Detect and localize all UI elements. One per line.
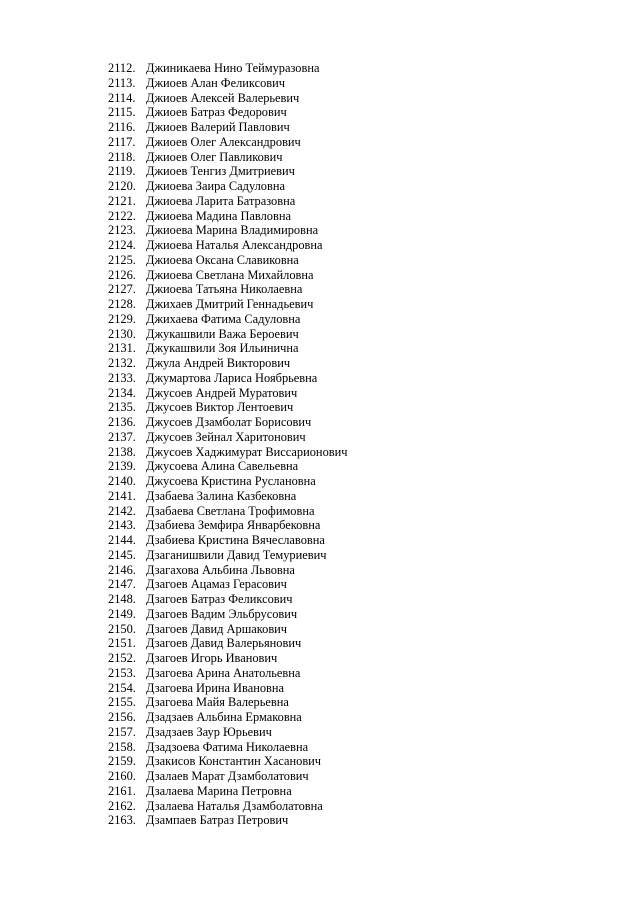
entry-full-name: Джиоева Татьяна Николаевна — [146, 282, 303, 297]
list-item — [108, 459, 347, 474]
entry-number: 2154. — [108, 680, 136, 695]
entry-number: 2127. — [108, 282, 136, 297]
entry-number: 2155. — [108, 695, 136, 710]
list-item — [108, 607, 347, 622]
entry-number: 2151. — [108, 636, 136, 651]
entry-full-name: Джиоева Ларита Батразовна — [146, 193, 296, 208]
entry-full-name: Джиоева Оксана Славиковна — [146, 252, 299, 267]
list-item — [108, 209, 347, 224]
entry-full-name: Дзалаева Наталья Дзамболатовна — [146, 798, 323, 813]
entry-number: 2144. — [108, 533, 136, 547]
entry-full-name: Джусоева Алина Савельевна — [146, 459, 299, 474]
entry-full-name: Джиоева Наталья Александровна — [146, 238, 323, 252]
entry-full-name: Джихаев Дмитрий Геннадьевич — [146, 297, 314, 311]
entry-full-name: Дзагоев Ацамаз Герасович — [146, 577, 287, 592]
list-item — [108, 740, 347, 755]
entry-full-name: Дзагоева Арина Анатольевна — [146, 665, 301, 680]
list-item — [108, 120, 347, 135]
entry-full-name: Дзагоев Вадим Эльбрусович — [146, 606, 298, 621]
list-item — [108, 194, 347, 209]
list-item — [108, 754, 347, 769]
entry-full-name: Дзабаева Залина Казбековна — [146, 488, 297, 503]
entry-number: 2162. — [108, 798, 136, 813]
list-item — [108, 253, 347, 268]
entry-full-name: Джиоев Алан Феликсович — [146, 75, 286, 90]
entry-full-name: Джусоев Андрей Муратович — [146, 385, 298, 400]
entry-number: 2134. — [108, 385, 136, 400]
list-item — [108, 577, 347, 592]
entry-full-name: Дзабиева Кристина Вячеславовна — [146, 533, 325, 547]
entry-full-name: Джиоева Заира Садуловна — [146, 179, 285, 193]
entry-number: 2123. — [108, 223, 136, 238]
entry-number: 2149. — [108, 606, 136, 621]
entry-number: 2115. — [108, 105, 136, 120]
list-item — [108, 356, 347, 371]
entry-number: 2121. — [108, 193, 136, 208]
entry-full-name: Джукашвили Зоя Ильинична — [146, 341, 299, 356]
entry-full-name: Дзакисов Константин Хасанович — [146, 754, 322, 769]
entry-full-name: Джусоев Виктор Лентоевич — [146, 400, 294, 415]
entry-full-name: Дзампаев Батраз Петрович — [146, 813, 289, 828]
entry-full-name: Джусоев Хаджимурат Виссарионович — [146, 444, 348, 459]
entry-number: 2118. — [108, 149, 136, 164]
list-item — [108, 725, 347, 740]
entry-full-name: Джусоев Дзамболат Борисович — [146, 415, 312, 429]
entry-number: 2139. — [108, 459, 136, 474]
entry-number: 2147. — [108, 577, 136, 592]
list-item — [108, 386, 347, 401]
entry-number: 2137. — [108, 429, 136, 444]
list-item — [108, 681, 347, 696]
list-item — [108, 61, 347, 76]
entry-full-name: Джиоев Алексей Валерьевич — [146, 90, 300, 105]
entry-number: 2119. — [108, 164, 136, 179]
entry-full-name: Дзаганишвили Давид Темуриевич — [146, 547, 327, 562]
entry-full-name: Дзабаева Светлана Трофимовна — [146, 503, 315, 518]
entry-number: 2124. — [108, 238, 136, 252]
list-item — [108, 150, 347, 165]
entry-number: 2142. — [108, 503, 136, 518]
entry-number: 2114. — [108, 90, 136, 105]
entry-number: 2140. — [108, 474, 136, 488]
list-item — [108, 504, 347, 519]
entry-number: 2159. — [108, 754, 136, 769]
entry-number: 2116. — [108, 120, 136, 134]
entry-number: 2157. — [108, 724, 136, 739]
list-item — [108, 223, 347, 238]
entry-number: 2153. — [108, 665, 136, 680]
entry-full-name: Дзагоев Игорь Иванович — [146, 651, 278, 665]
entry-number: 2152. — [108, 651, 136, 665]
entry-full-name: Джиникаева Нино Теймуразовна — [146, 61, 320, 75]
entry-number: 2122. — [108, 208, 136, 223]
list-item — [108, 799, 347, 814]
list-item — [108, 371, 347, 386]
entry-full-name: Джусоев Зейнал Харитонович — [146, 429, 306, 444]
list-item — [108, 135, 347, 150]
entry-number: 2120. — [108, 179, 136, 193]
entry-full-name: Дзагоев Давид Аршакович — [146, 621, 288, 636]
entry-number: 2158. — [108, 739, 136, 754]
list-item — [108, 518, 347, 533]
entry-full-name: Джиоева Мадина Павловна — [146, 208, 291, 223]
list-item — [108, 813, 347, 828]
list-item — [108, 445, 347, 460]
list-item — [108, 666, 347, 681]
list-item — [108, 164, 347, 179]
list-item — [108, 636, 347, 651]
list-item — [108, 341, 347, 356]
entry-number: 2150. — [108, 621, 136, 636]
entry-number: 2117. — [108, 134, 136, 149]
entry-full-name: Джиоев Валерий Павлович — [146, 120, 290, 134]
entry-full-name: Джула Андрей Викторович — [146, 356, 291, 370]
entry-full-name: Дзалаев Марат Дзамболатович — [146, 769, 309, 783]
entry-number: 2132. — [108, 356, 136, 370]
entry-full-name: Джиоева Марина Владимировна — [146, 223, 319, 238]
entry-number: 2163. — [108, 813, 136, 828]
entry-number: 2156. — [108, 710, 136, 724]
list-item — [108, 282, 347, 297]
entry-full-name: Дзагоева Ирина Ивановна — [146, 680, 285, 695]
entry-full-name: Дзагоева Майя Валерьевна — [146, 695, 289, 710]
entry-number: 2141. — [108, 488, 136, 503]
entry-full-name: Дзагоев Батраз Феликсович — [146, 592, 293, 606]
list-item — [108, 238, 347, 253]
entry-full-name: Джиоев Олег Павликович — [146, 149, 283, 164]
entry-number: 2113. — [108, 75, 136, 90]
entry-number: 2138. — [108, 444, 136, 459]
entry-full-name: Джихаева Фатима Садуловна — [146, 311, 301, 326]
entry-full-name: Дзадзаев Заур Юрьевич — [146, 724, 272, 739]
entry-number: 2130. — [108, 326, 136, 341]
entry-number: 2145. — [108, 547, 136, 562]
list-item — [108, 533, 347, 548]
list-item — [108, 297, 347, 312]
entry-number: 2143. — [108, 518, 136, 533]
list-item — [108, 710, 347, 725]
entry-full-name: Дзадзоева Фатима Николаевна — [146, 739, 309, 754]
list-item — [108, 400, 347, 415]
list-item — [108, 474, 347, 489]
entry-number: 2133. — [108, 370, 136, 385]
entry-number: 2135. — [108, 400, 136, 415]
list-item — [108, 179, 347, 194]
list-item — [108, 76, 347, 91]
list-item — [108, 592, 347, 607]
entry-number: 2136. — [108, 415, 136, 429]
list-item — [108, 695, 347, 710]
entry-full-name: Джиоев Батраз Федорович — [146, 105, 287, 120]
entry-full-name: Дзалаева Марина Петровна — [146, 783, 292, 798]
list-item — [108, 268, 347, 283]
list-item — [108, 769, 347, 784]
entry-number: 2125. — [108, 252, 136, 267]
entry-number: 2126. — [108, 267, 136, 282]
list-item — [108, 651, 347, 666]
list-item — [108, 784, 347, 799]
entry-full-name: Джумартова Лариса Ноябрьевна — [146, 370, 318, 385]
list-item — [108, 327, 347, 342]
list-item — [108, 415, 347, 430]
entry-full-name: Дзагоев Давид Валерьянович — [146, 636, 302, 651]
entry-number: 2129. — [108, 311, 136, 326]
entry-number: 2146. — [108, 562, 136, 577]
entry-full-name: Дзадзаев Альбина Ермаковна — [146, 710, 302, 724]
entry-full-name: Дзагахова Альбина Львовна — [146, 562, 295, 577]
entry-number: 2148. — [108, 592, 136, 606]
list-item — [108, 91, 347, 106]
entry-number: 2112. — [108, 61, 136, 75]
entry-number: 2131. — [108, 341, 136, 356]
list-item — [108, 430, 347, 445]
list-item — [108, 105, 347, 120]
entry-full-name: Джусоева Кристина Руслановна — [146, 474, 316, 488]
entry-full-name: Джукашвили Важа Бероевич — [146, 326, 299, 341]
list-item — [108, 622, 347, 637]
entry-full-name: Джиоев Олег Александрович — [146, 134, 301, 149]
list-item — [108, 489, 347, 504]
entry-number: 2160. — [108, 769, 136, 783]
name-list — [108, 61, 347, 828]
list-item — [108, 548, 347, 563]
entry-full-name: Дзабиева Земфира Январбековна — [146, 518, 321, 533]
entry-full-name: Джиоева Светлана Михайловна — [146, 267, 314, 282]
list-item — [108, 563, 347, 578]
list-item — [108, 312, 347, 327]
entry-number: 2161. — [108, 783, 136, 798]
entry-full-name: Джиоев Тенгиз Дмитриевич — [146, 164, 295, 179]
entry-number: 2128. — [108, 297, 136, 311]
